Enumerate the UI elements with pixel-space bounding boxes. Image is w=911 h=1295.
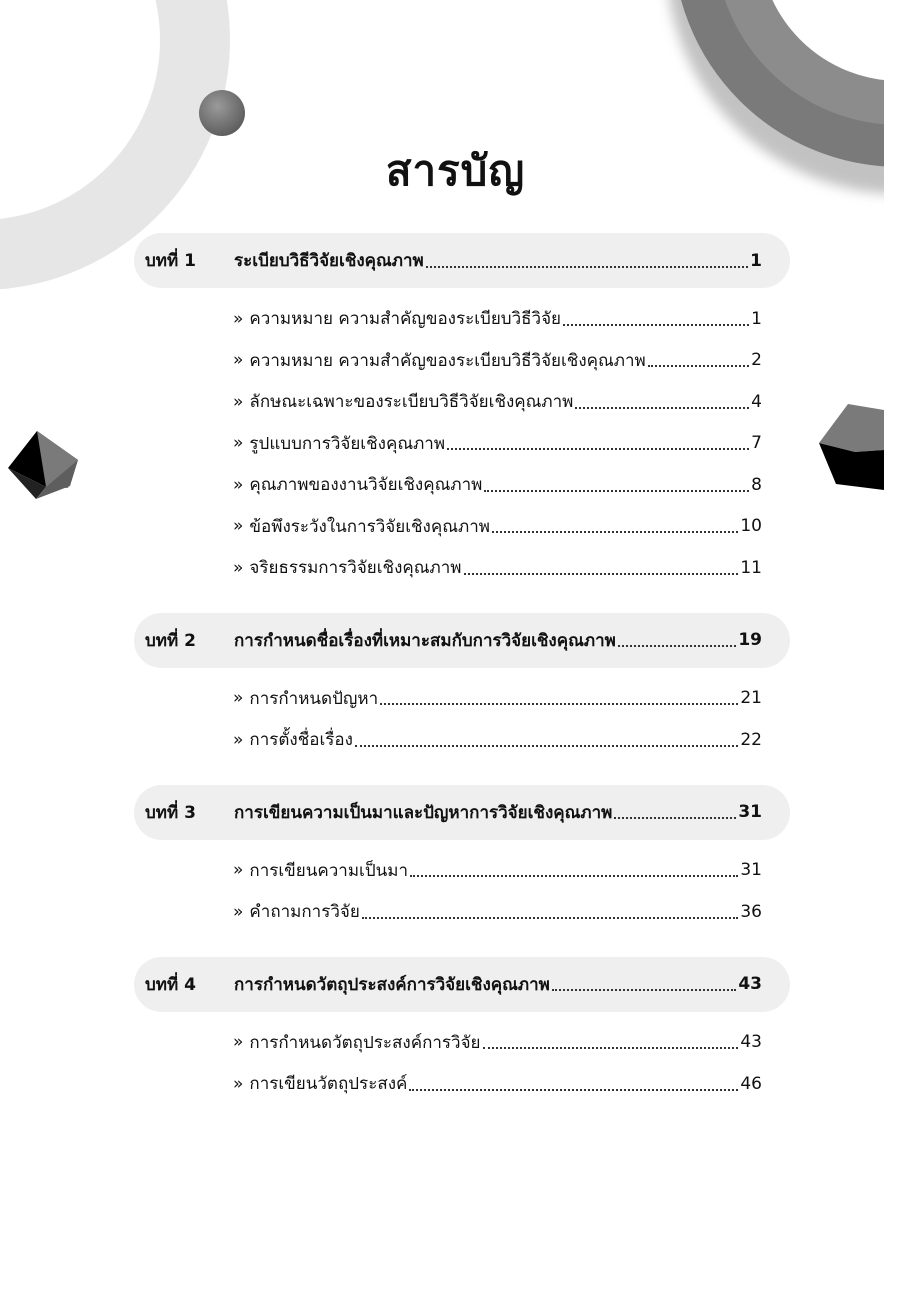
chapter-title: ระเบียบวิธีวิจัยเชิงคุณภาพ [234, 251, 424, 271]
dot-leader [426, 266, 748, 268]
chapter-heading[interactable] [134, 957, 790, 1012]
bullet-icon: » [233, 516, 244, 537]
toc-item[interactable] [233, 381, 762, 423]
toc-item-page-number: 8 [751, 474, 762, 495]
dot-leader [409, 1089, 738, 1091]
bullet-icon: » [233, 350, 244, 371]
toc-item-page-number: 4 [751, 391, 762, 412]
toc-item-title: คำถามการวิจัย [249, 902, 360, 923]
toc-item[interactable] [233, 547, 762, 589]
dot-leader [648, 365, 749, 367]
toc-item-page-number: 21 [740, 688, 762, 709]
toc-item-title: การตั้งชื่อเรื่อง [249, 730, 353, 751]
dot-leader [362, 917, 739, 919]
dot-leader [380, 703, 738, 705]
toc-item[interactable] [233, 464, 762, 506]
chapter-items [134, 1012, 790, 1129]
chapter-number: บทที่ 2 [145, 630, 196, 651]
toc-item-title: การกำหนดปัญหา [249, 688, 379, 709]
toc-item-title: ลักษณะเฉพาะของระเบียบวิธีวิจัยเชิงคุณภาพ [249, 392, 574, 413]
dot-leader [464, 573, 739, 575]
chapter-heading[interactable] [134, 233, 790, 288]
bullet-icon: » [233, 688, 244, 709]
bullet-icon: » [233, 391, 244, 412]
toc-item-title: การเขียนวัตถุประสงค์ [249, 1074, 408, 1095]
dot-leader [492, 531, 738, 533]
chapter-title: การกำหนดชื่อเรื่องที่เหมาะสมกับการวิจัยเชิงคุณภาพ [234, 630, 616, 651]
toc-item[interactable] [233, 506, 762, 548]
chapter-number: บทที่ 1 [145, 251, 196, 271]
chapter-heading[interactable] [134, 613, 790, 668]
chapter-items [134, 288, 790, 613]
chapter-title: การเขียนความเป็นมาและปัญหาการวิจัยเชิงคุณภาพ [234, 802, 613, 823]
toc-item-page-number: 7 [751, 433, 762, 454]
bullet-icon: » [233, 1073, 244, 1094]
chapter-items [134, 668, 790, 785]
toc-item-page-number: 43 [740, 1032, 762, 1053]
toc-item[interactable] [233, 298, 762, 340]
toc-item[interactable] [233, 340, 762, 382]
chapter-page-number: 43 [738, 974, 762, 994]
toc-item-page-number: 22 [740, 729, 762, 750]
dot-leader [563, 324, 749, 326]
chapter-page-number: 1 [750, 250, 762, 271]
dot-leader [447, 448, 749, 450]
dot-leader [484, 490, 749, 492]
toc-item-title: ความหมาย ความสำคัญของระเบียบวิธีวิจัยเชิงคุณภาพ [249, 350, 646, 371]
toc-item-title: การเขียนความเป็นมา [249, 860, 409, 881]
toc-item-page-number: 2 [751, 350, 762, 371]
toc-item-page-number: 11 [740, 557, 762, 578]
toc-item-page-number: 31 [740, 860, 762, 881]
toc-item-title: จริยธรรมการวิจัยเชิงคุณภาพ [249, 558, 462, 579]
ball-shape [199, 90, 245, 136]
toc-item-title: รูปแบบการวิจัยเชิงคุณภาพ [249, 433, 446, 454]
toc-item-title: ข้อพึงระวังในการวิจัยเชิงคุณภาพ [249, 516, 490, 537]
toc-item[interactable] [233, 891, 762, 933]
toc-item-page-number: 10 [740, 516, 762, 537]
toc-item[interactable] [233, 850, 762, 892]
toc-item-page-number: 1 [751, 308, 762, 329]
toc-item[interactable] [233, 678, 762, 720]
bullet-icon: » [233, 901, 244, 922]
dot-leader [410, 875, 738, 877]
chapter-number: บทที่ 3 [145, 802, 196, 823]
toc-item-title: การกำหนดวัตถุประสงค์การวิจัย [249, 1032, 481, 1053]
bullet-icon: » [233, 308, 244, 329]
dot-leader [483, 1047, 739, 1049]
toc-item-title: ความหมาย ความสำคัญของระเบียบวิธีวิจัย [249, 309, 561, 330]
dot-leader [618, 645, 736, 647]
chapter-page-number: 19 [738, 630, 762, 650]
bullet-icon: » [233, 557, 244, 578]
toc-item[interactable] [233, 1063, 762, 1105]
dot-leader [614, 817, 736, 819]
chapter-items [134, 840, 790, 957]
toc-item-title: คุณภาพของงานวิจัยเชิงคุณภาพ [249, 475, 483, 496]
chapter-number: บทที่ 4 [145, 974, 196, 995]
dot-leader [552, 989, 736, 991]
chapter-heading[interactable] [134, 785, 790, 840]
table-of-contents [134, 233, 790, 1129]
toc-item[interactable] [233, 423, 762, 465]
toc-item-page-number: 46 [740, 1073, 762, 1094]
bullet-icon: » [233, 729, 244, 750]
bullet-icon: » [233, 1032, 244, 1053]
dot-leader [575, 407, 749, 409]
cube-left-shape [8, 431, 78, 499]
bullet-icon: » [233, 433, 244, 454]
cube-right-shape [819, 404, 884, 490]
toc-item[interactable] [233, 1022, 762, 1064]
bullet-icon: » [233, 474, 244, 495]
bullet-icon: » [233, 860, 244, 881]
toc-item[interactable] [233, 719, 762, 761]
page-title: สารบัญ [385, 146, 526, 195]
light-arc-shape [0, 0, 195, 255]
chapter-page-number: 31 [738, 802, 762, 822]
toc-item-page-number: 36 [740, 901, 762, 922]
dot-leader [355, 745, 738, 747]
chapter-title: การกำหนดวัตถุประสงค์การวิจัยเชิงคุณภาพ [234, 974, 550, 995]
